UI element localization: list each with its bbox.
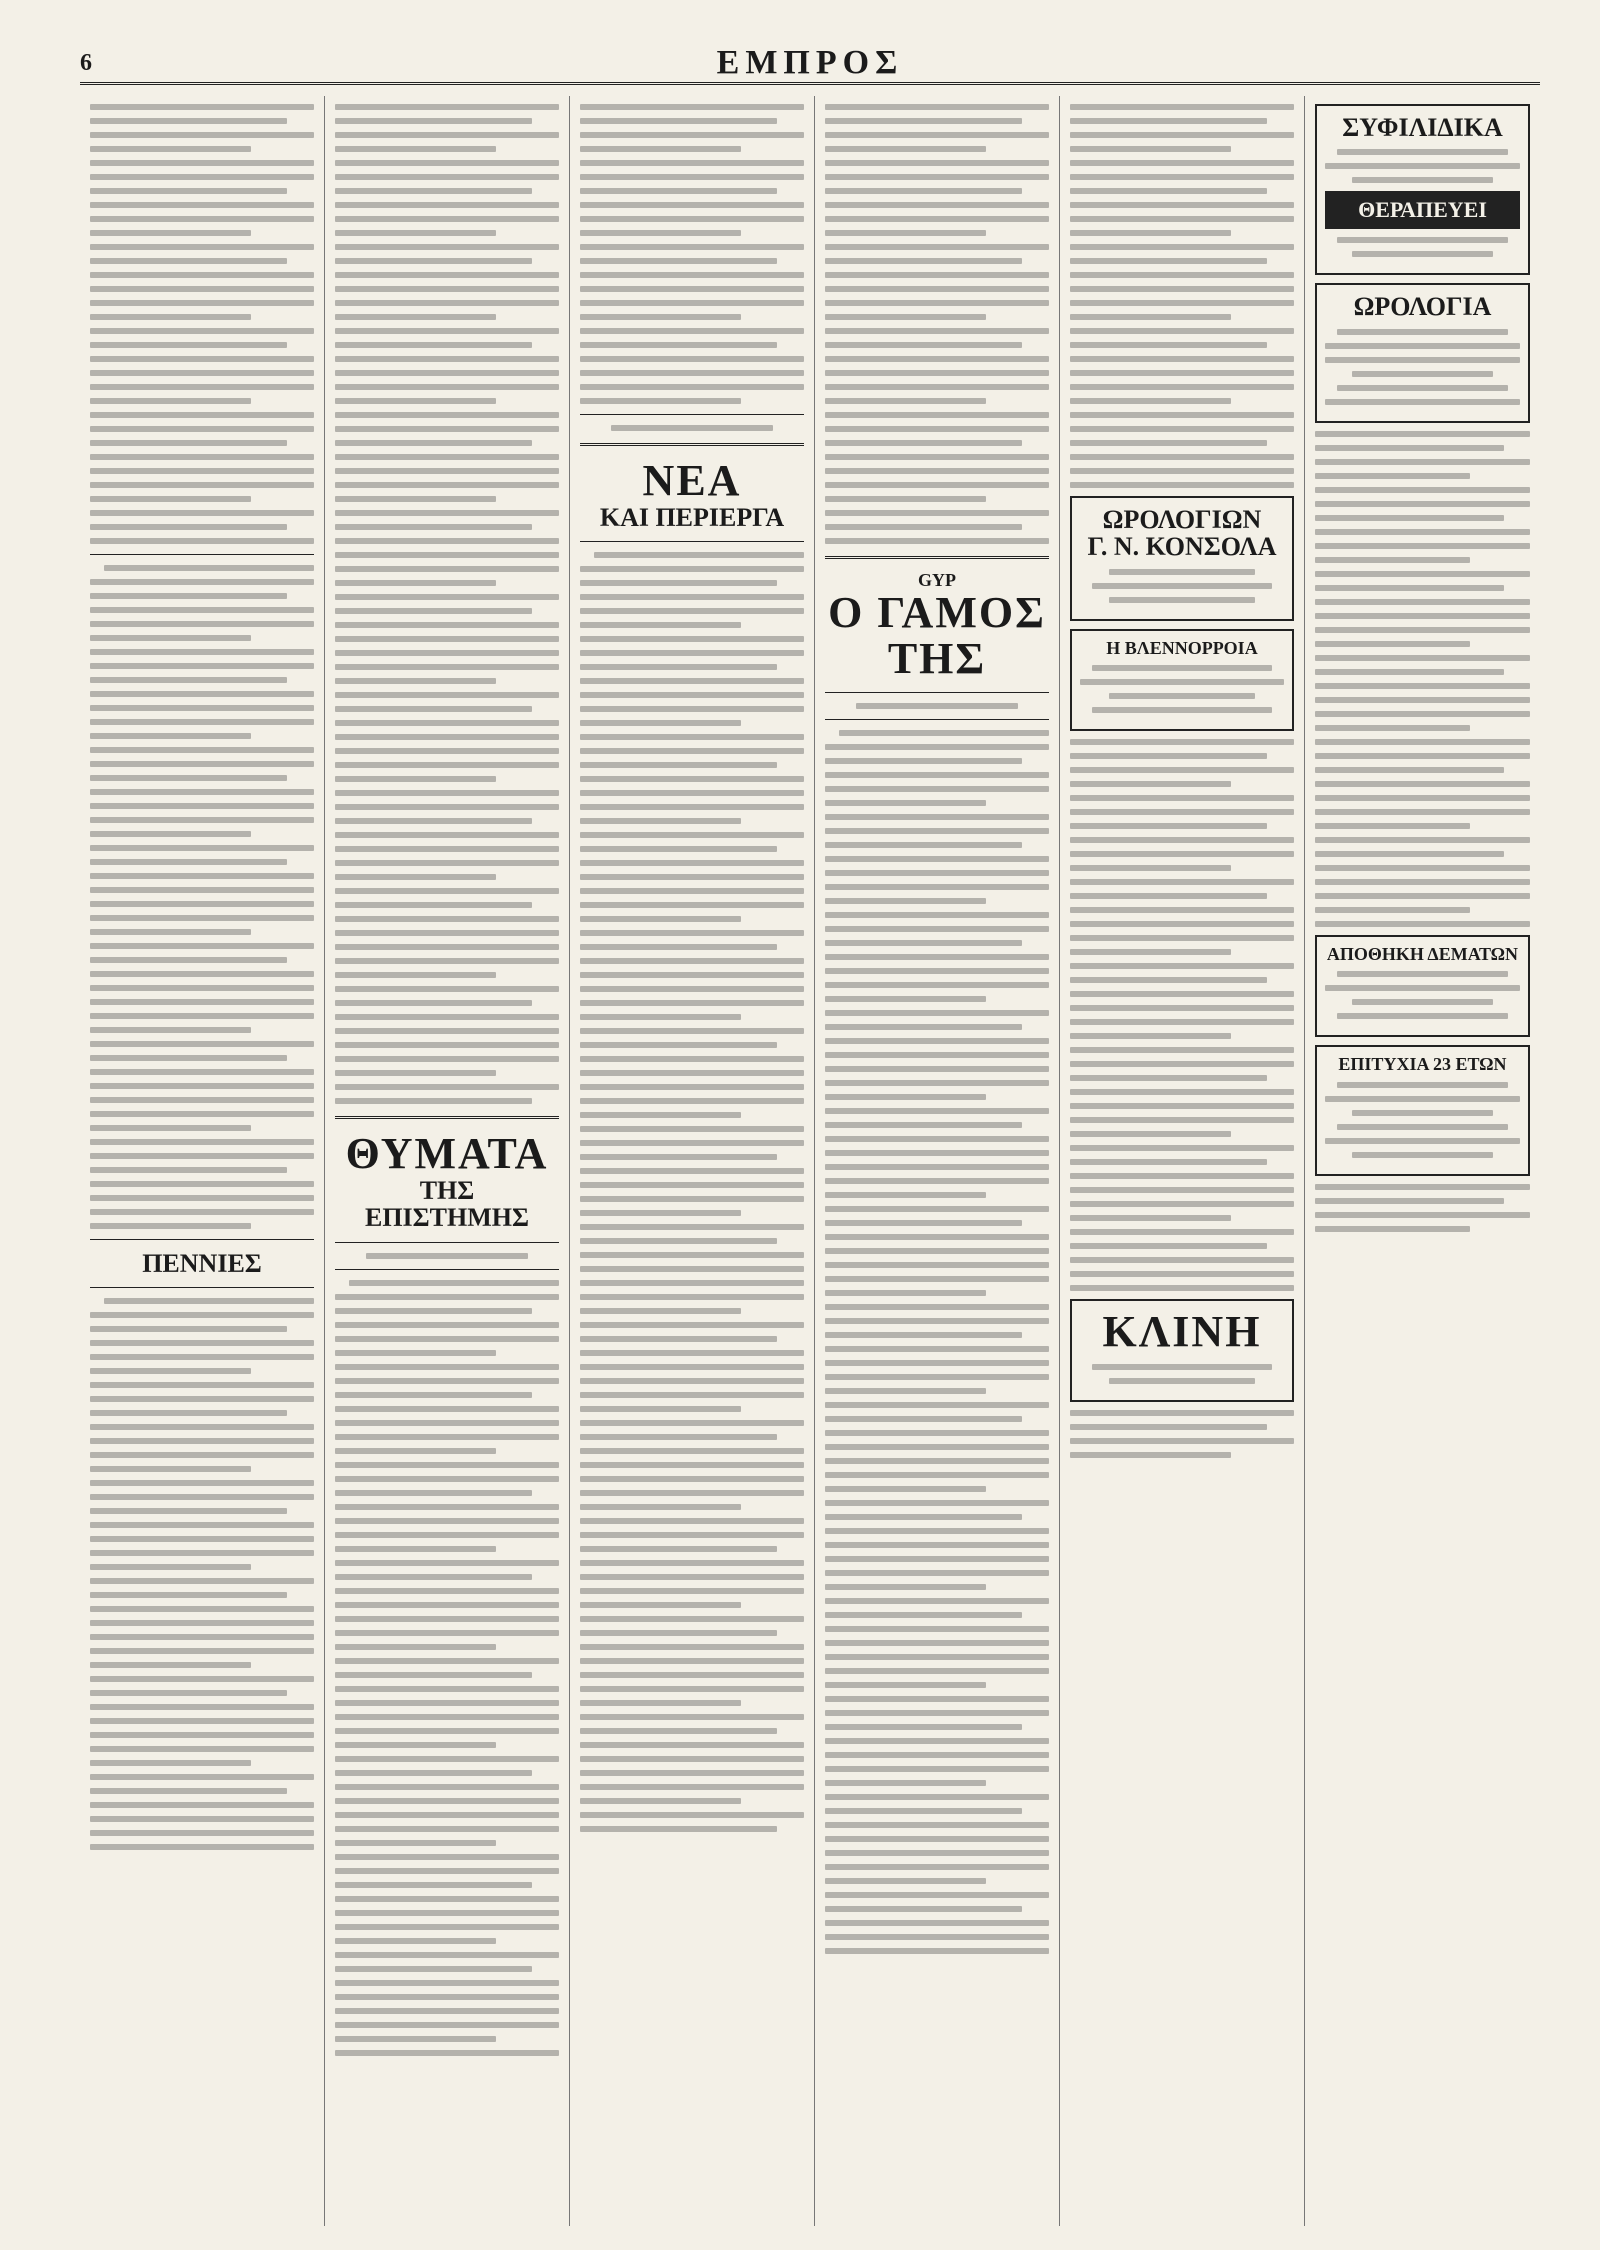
syfilidika-heading: ΣΥΦΙΛΙΔΙΚΑ (1342, 113, 1503, 142)
orologia-advert (1315, 283, 1530, 422)
konsola-advert (1070, 496, 1294, 621)
orologion-heading: ΩΡΟΛΟΓΙΩΝ (1102, 505, 1262, 534)
thumata-headline: ΘΥΜΑΤΑ (345, 1129, 549, 1178)
syfilidika-advert (1315, 104, 1530, 275)
epitychia-advert (1315, 1045, 1530, 1176)
orologia-heading: ΩΡΟΛΟΓΙΑ (1353, 292, 1492, 322)
gamos-headline: Ο ΓΑΜΟΣ ΤΗΣ (828, 587, 1046, 684)
newspaper-columns (80, 96, 1540, 2226)
nea-headline: ΝΕΑ (642, 456, 742, 505)
epitychia-heading: ΕΠΙΤΥΧΙΑ 23 ΕΤΩΝ (1338, 1054, 1507, 1075)
thumata-subheadline: ΤΗΣ ΕΠΙΣΤΗΜΗΣ (364, 1176, 529, 1233)
column-3 (570, 96, 815, 2226)
page-number: 6 (80, 50, 92, 76)
column-4 (815, 96, 1060, 2226)
konsola-name: Γ. Ν. ΚΟΝΣΟΛΑ (1087, 532, 1277, 562)
column-1 (80, 96, 325, 2226)
newspaper-title: ΕΜΠΡΟΣ (716, 44, 904, 81)
apothiki-advert (1315, 935, 1530, 1038)
column-5 (1060, 96, 1305, 2226)
blennorrhoia-advert (1070, 629, 1294, 732)
gyp-byline: GYP (918, 570, 956, 590)
pennies-heading: ΠΕΝΝΙΕΣ (142, 1249, 262, 1278)
blennorrhoia-heading: Η ΒΛΕΝΝΟΡΡΟΙΑ (1106, 637, 1258, 658)
masthead (80, 44, 1540, 85)
klini-heading: ΚΛΙΝΗ (1102, 1307, 1262, 1357)
apothiki-heading: ΑΠΟΘΗΚΗ ΔΕΜΑΤΩΝ (1326, 943, 1519, 964)
therapeuei-bar: ΘΕΡΑΠΕΥΕΙ (1325, 191, 1520, 229)
column-2 (325, 96, 570, 2226)
column-6 (1305, 96, 1540, 2226)
nea-subheadline: ΚΑΙ ΠΕΡΙΕΡΓΑ (599, 503, 785, 533)
klini-advert (1070, 1299, 1294, 1401)
